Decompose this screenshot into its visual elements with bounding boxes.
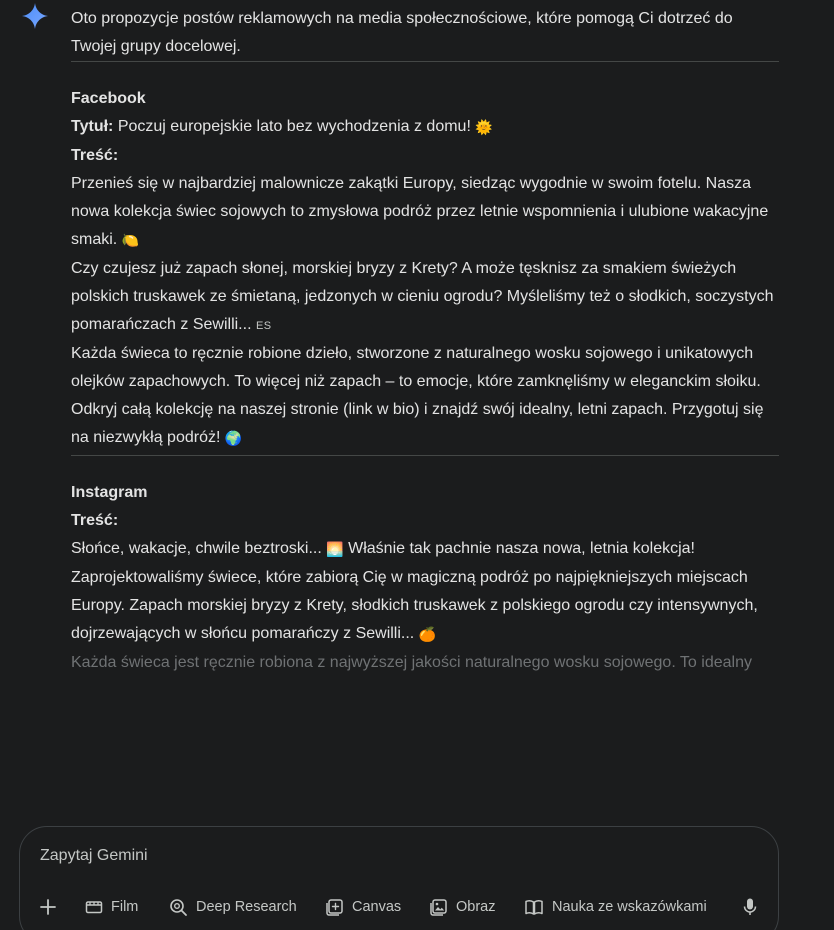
film-icon (85, 898, 103, 916)
canvas-label: Canvas (352, 899, 402, 915)
sunrise-emoji: 🌅 (326, 542, 344, 558)
gemini-star-icon (22, 3, 48, 29)
canvas-icon (325, 898, 344, 917)
prompt-composer[interactable] (19, 826, 779, 930)
guided-learning-label: Nauka ze wskazówkami (552, 899, 707, 915)
globe-emoji: 🌍 (224, 431, 243, 447)
instagram-body-label: Treść: (71, 512, 119, 529)
response-content (71, 5, 779, 677)
image-label: Obraz (456, 899, 496, 915)
deep-research-icon (169, 898, 188, 917)
facebook-paragraph-2 (71, 255, 779, 340)
instagram-heading: Instagram (71, 484, 148, 501)
canvas-button[interactable] (325, 895, 401, 919)
instagram-paragraph-3: Każda świeca jest ręcznie robiona z najwyższej jakości naturalnego wosku sojowego. To idealny (71, 654, 752, 671)
facebook-p4-text: Odkryj całą kolekcję na naszej stronie (link w bio) i znajdź swój idealny, letni zapach. Przygotuj się na niezwykłą podróż! (71, 401, 764, 446)
facebook-paragraph-1 (71, 170, 779, 255)
composer-toolbar (20, 887, 778, 925)
image-icon (429, 898, 448, 917)
divider (71, 61, 779, 62)
facebook-heading: Facebook (71, 90, 146, 107)
image-button[interactable] (429, 895, 496, 919)
orange-emoji: 🍊 (418, 627, 437, 643)
instagram-p1b-text: Właśnie tak pachnie nasza nowa, letnia kolekcja! (348, 540, 695, 557)
facebook-paragraph-3: Każda świeca to ręcznie robione dzieło, stworzone z naturalnego wosku sojowego i unikatowych olejków zapachowych. To więcej niż zapach – to emocje, które zamknęliśmy w eleganckim słoiku. (71, 345, 761, 390)
film-label: Film (111, 899, 139, 915)
guided-learning-button[interactable] (524, 895, 707, 919)
sun-emoji: 🌞 (475, 120, 493, 136)
deep-research-label: Deep Research (196, 899, 297, 915)
plus-icon (38, 897, 58, 917)
mic-icon (741, 897, 759, 917)
instagram-paragraph-2 (71, 564, 779, 649)
book-icon (524, 898, 544, 917)
lemon-emoji: 🍋 (121, 233, 140, 249)
deep-research-button[interactable] (169, 895, 297, 919)
title-label: Tytuł: (71, 118, 114, 135)
film-button[interactable] (85, 895, 138, 919)
facebook-paragraph-4 (71, 396, 779, 453)
instagram-p1a-text: Słońce, wakacje, chwile beztroski... (71, 540, 322, 557)
instagram-paragraph-1 (71, 535, 779, 564)
intro-text: Oto propozycje postów reklamowych na media społecznościowe, które pomogą Ci dotrzeć do Twojej grupy docelowej. (71, 10, 733, 55)
microphone-button[interactable] (741, 895, 759, 919)
facebook-p2-text: Czy czujesz już zapach słonej, morskiej bryzy z Krety? A może tęsknisz za smakiem świeżych polskich truskawek ze śmietaną, jedzonych w cieniu ogrodu? Myśleliśmy też o słodkich, soczystych pomarańczach z Sewilli... (71, 260, 774, 333)
facebook-p1-text: Przenieś się w najbardziej malownicze zakątki Europy, siedząc wygodnie w swoim fotelu. Nasza nowa kolekcja świec sojowych to zmysłowa podróż przez letnie wspomnienia i ulubione wakacyjne smaki. (71, 175, 769, 248)
title-text: Poczuj europejskie lato bez wychodzenia z domu! (117, 118, 471, 135)
add-button[interactable] (38, 895, 58, 919)
divider (71, 455, 779, 456)
instagram-p2-text: Zaprojektowaliśmy świece, które zabiorą Cię w magiczną podróż po najpiękniejszych miejscach Europy. Zapach morskiej bryzy z Krety, słodkich truskawek z polskiego ogrodu czy intensywnych, dojrzewających w słońcu pomarańczy z Sewilli... (71, 569, 758, 642)
facebook-body-label: Treść: (71, 147, 119, 164)
scroll-fade (0, 790, 834, 830)
prompt-input[interactable]: Zapytaj Gemini (40, 847, 148, 864)
spain-flag-tag: ES (255, 320, 272, 332)
facebook-title (71, 113, 779, 142)
